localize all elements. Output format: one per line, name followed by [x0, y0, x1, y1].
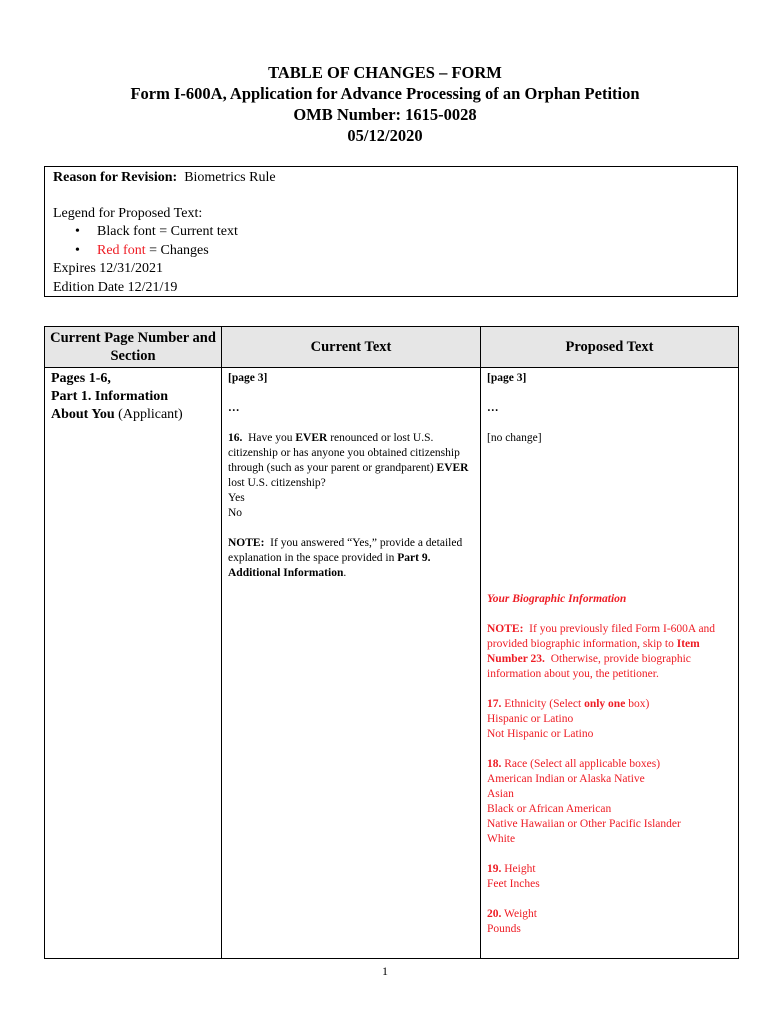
proposed-bio-heading: Your Biographic Information [487, 593, 627, 605]
legend-list [53, 223, 729, 260]
proposed-question-19: 19. Height [487, 863, 536, 875]
q20-units: Pounds [487, 923, 521, 935]
title-line-1: TABLE OF CHANGES – FORM [268, 63, 502, 82]
revision-info-box [44, 166, 738, 297]
legend-title: Legend for Proposed Text: [53, 205, 203, 221]
q17-option-not-hispanic: Not Hispanic or Latino [487, 728, 594, 740]
table-row [45, 368, 739, 959]
reason-for-revision [53, 169, 729, 188]
header-current-page-section: Current Page Number and Section [45, 327, 222, 368]
table-header-row [45, 327, 739, 368]
proposed-question-18: 18. Race (Select all applicable boxes) [487, 758, 661, 770]
legend-item-red [97, 242, 729, 261]
q18-option-black: Black or African American [487, 803, 612, 815]
title-line-3: OMB Number: 1615-0028 [293, 105, 477, 124]
q18-option-american-indian: American Indian or Alaska Native [487, 773, 645, 785]
current-option-yes: Yes [228, 492, 245, 504]
section-part: Part 1. Information [51, 389, 169, 404]
legend-red-rest: = Changes [145, 242, 209, 258]
document-title-block [0, 62, 770, 146]
q19-units: Feet Inches [487, 878, 540, 890]
header-current-text: Current Text [222, 327, 481, 368]
section-pages: Pages 1-6, [51, 371, 111, 386]
proposed-no-change: [no change] [487, 432, 542, 444]
proposed-note: NOTE: If you previously filed Form I-600A and provided biographic information, skip to Item Number 23. Otherwise, provide biographic information about you, the petitioner. [487, 623, 718, 680]
title-line-4: 05/12/2020 [347, 126, 423, 145]
proposed-page-ref: [page 3] [487, 372, 527, 384]
reason-value: Biometrics Rule [184, 170, 276, 185]
legend-red-colored: Red font [97, 242, 146, 258]
proposed-ellipsis: … [487, 402, 499, 414]
section-cell [45, 368, 222, 959]
q18-option-asian: Asian [487, 788, 514, 800]
expires-date: Expires 12/31/2021 [53, 261, 164, 276]
current-question-16: 16. Have you EVER renounced or lost U.S. citizenship or has anyone you obtained citizenship through (such as your parent or grandparent) EVER lost U.S. citizenship? [228, 432, 469, 489]
title-line-2: Form I-600A, Application for Advance Processing of an Orphan Petition [130, 84, 640, 103]
current-page-ref: [page 3] [228, 372, 268, 384]
edition-date: Edition Date 12/21/19 [53, 279, 178, 295]
q18-option-hawaiian: Native Hawaiian or Other Pacific Islander [487, 818, 681, 830]
current-option-no: No [228, 507, 243, 519]
legend-item-black: • Black font = Current text [97, 223, 729, 242]
section-about: About You [51, 407, 115, 422]
q17-option-hispanic: Hispanic or Latino [487, 713, 574, 725]
current-ellipsis: … [228, 402, 240, 414]
current-note: NOTE: If you answered “Yes,” provide a detailed explanation in the space provided in Part 9. Additional Information. [228, 537, 466, 579]
header-proposed-text: Proposed Text [481, 327, 739, 368]
proposed-question-17: 17. Ethnicity (Select only one box) [487, 698, 650, 710]
proposed-question-20: 20. Weight [487, 908, 537, 920]
section-applicant: (Applicant) [114, 407, 183, 422]
current-text-cell [222, 368, 481, 959]
q18-option-white: White [487, 833, 516, 845]
changes-table [44, 326, 739, 959]
proposed-text-cell [481, 368, 739, 959]
page-number: 1 [382, 964, 388, 978]
reason-label: Reason for Revision: [53, 170, 178, 185]
